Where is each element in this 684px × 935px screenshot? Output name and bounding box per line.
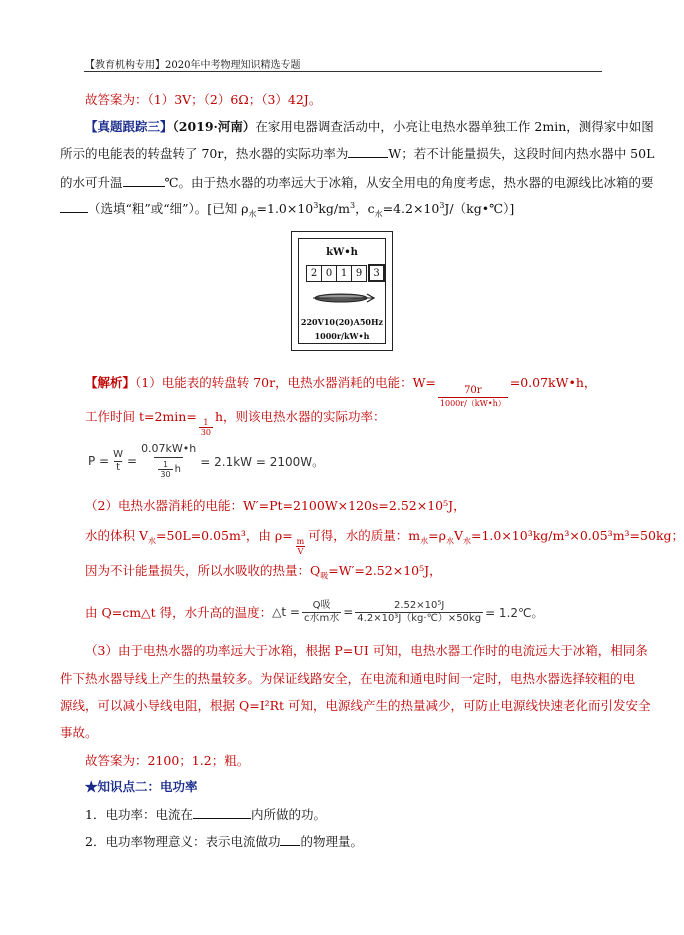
problem-line-2 [60, 144, 654, 162]
solution-text-2b: h，则该电热水器的实际功率： [215, 409, 386, 424]
subscript-water: 水 [248, 209, 257, 219]
problem-line-4 [60, 199, 514, 220]
fraction-numerator: 2.52×10⁵J [394, 599, 445, 611]
meter-digit: 2 [306, 265, 322, 282]
meter-digit: 1 [336, 265, 352, 282]
problem-text-4c: kg/m [318, 201, 350, 216]
subscript-water: 水 [374, 209, 383, 219]
meter-digits [307, 265, 384, 282]
solution-text: =W′=2.52×10⁵J， [328, 563, 442, 578]
subscript: 水 [462, 536, 471, 546]
answer-blank-temperature[interactable] [123, 174, 165, 187]
solution-text: 因为不计能量损失，所以水吸收的热量：Q [85, 563, 321, 578]
meter-spec-revolutions: 1000r/kW•h [314, 331, 370, 341]
meter-spec-rating: 220V10(20)A50Hz [300, 317, 384, 327]
fraction-denominator: c水m水 [303, 612, 340, 624]
problem-text-4b: =1.0×10 [256, 201, 314, 216]
knowledge-text: 2．电功率物理意义：表示电流做功 [85, 834, 281, 849]
superscript: 3 [313, 200, 319, 210]
fraction [199, 418, 213, 437]
page-header: 【教育机构专用】2020年中考物理知识精选专题 [85, 60, 301, 71]
knowledge-text: 内所做的功。 [250, 807, 326, 822]
fraction [139, 443, 198, 479]
formula-lhs: △t = [272, 605, 300, 619]
fraction-numerator: 1 [162, 460, 169, 469]
problem-text-3a: 的水可升温 [60, 175, 123, 190]
fraction-numerator: Q吸 [312, 599, 331, 611]
answer-blank-time[interactable] [193, 806, 251, 819]
electric-meter-diagram [291, 231, 393, 351]
formula-lhs: P = [88, 454, 110, 468]
fraction-numerator: 0.07kW•h [141, 442, 197, 455]
solution-text: =ρ [428, 528, 446, 543]
solution-line-1 [85, 373, 596, 410]
answer-blank-speed[interactable] [280, 833, 300, 846]
answer-blank-thickness[interactable] [60, 200, 88, 213]
problem-text-2a: 所示的电能表的转盘转了 70r，热水器的实际功率为 [60, 146, 349, 161]
solution-line-8: 件下热水器导线上产生的热量较多。为保证线路安全，在电流和通电时间一定时，电热水器选择较粗的电 [60, 671, 636, 686]
unit: h [174, 463, 181, 475]
fraction-denominator: 1000r/（kW•h） [439, 399, 506, 408]
fraction-denominator: V [297, 547, 304, 556]
problem-line-3 [60, 173, 654, 191]
knowledge-title: ★知识点二：电功率 [85, 779, 198, 794]
solution-text: 可得，水的质量：m [308, 528, 421, 543]
answer-blank-power[interactable] [348, 145, 388, 158]
solution-text-1a: （1）电能表的转盘转 70r，电热水器消耗的电能：W= [135, 375, 436, 390]
problem-text-1: 在家用电器调查活动中，小亮让电热水器单独工作 2min，测得家中如图 [255, 119, 654, 134]
problem-line-1 [85, 117, 654, 135]
solution-text: =50L=0.05m³，由 ρ= [156, 528, 293, 543]
meter-unit: kW•h [326, 247, 358, 258]
solution-line-9: 源线，可以减小导线电阻，根据 Q=I²Rt 可知，电源线产生的热量减少，可防止电源线快速老化而引发安全 [60, 698, 651, 713]
solution-line-3: （2）电热水器消耗的电能：W′=Pt=2100W×120s=2.52×10⁵J， [85, 498, 466, 513]
solution-text: 水的体积 V [85, 528, 149, 543]
subscript: 水 [445, 536, 454, 546]
formula-equals: = [127, 454, 138, 468]
superscript: 3 [439, 200, 445, 210]
fraction [295, 537, 307, 556]
formula-equals: = [343, 605, 354, 619]
solution-text: =1.0×10³kg/m³×0.05³m³=50kg； [470, 528, 684, 543]
fraction-denominator: 4.2×10³J（kg·℃）×50kg [357, 612, 482, 624]
problem-text-4d: ，c [355, 201, 375, 216]
problem-text-3b: ℃。由于热水器的功率远大于冰箱，从安全用电的角度考虑，热水器的电源线比冰箱的要 [164, 175, 654, 190]
meter-digit-decimal: 3 [369, 265, 384, 281]
subscript: 吸 [320, 571, 329, 581]
rotating-disc-icon [309, 291, 377, 305]
knowledge-text: 1．电功率：电流在 [85, 807, 193, 822]
previous-answer: 故答案为：（1）3V；（2）6Ω；（3）42J。 [85, 92, 322, 107]
subscript: 水 [148, 536, 157, 546]
solution-line-4 [85, 526, 684, 556]
fraction-numerator: m [296, 537, 305, 546]
solution-text: V [453, 528, 463, 543]
power-formula [88, 436, 324, 486]
problem-tag: 【真题跟踪三】 [85, 119, 173, 134]
meter-face [298, 238, 386, 344]
problem-text-4f: J/（kg•℃）] [444, 201, 515, 216]
solution-answer: 故答案为：2100；1.2；粗。 [85, 753, 250, 768]
knowledge-item-1 [85, 805, 326, 823]
solution-text-1b: =0.07kW•h， [509, 375, 597, 390]
solution-line-5 [85, 561, 442, 582]
problem-text-4a: （选填“粗”或“细”）。[已知 ρ [88, 201, 249, 216]
temperature-formula [272, 600, 543, 625]
knowledge-text: 的物理量。 [300, 834, 363, 849]
fraction [111, 449, 125, 474]
solution-text-2a: 工作时间 t=2min= [85, 409, 197, 424]
fraction [438, 385, 508, 410]
fraction [355, 600, 483, 625]
fraction [158, 460, 172, 479]
solution-text: 由 Q=cm△t 得，水升高的温度： [85, 605, 273, 620]
solution-line-10: 事故。 [60, 725, 98, 740]
solution-tag: 【解析】 [85, 375, 136, 390]
fraction-denominator: t [116, 461, 121, 473]
formula-rhs: = 2.1kW = 2100W。 [200, 454, 325, 469]
header-divider [84, 71, 602, 72]
fraction-denominator: 30 [200, 428, 211, 437]
fraction [302, 600, 341, 625]
problem-source: （2019·河南） [172, 119, 256, 134]
problem-text-4e: =4.2×10 [382, 201, 440, 216]
problem-text-2b: W；若不计能量损失，这段时间内热水器中 50L [388, 146, 655, 161]
solution-line-7: （3）由于电热水器的功率远大于冰箱，根据 P=UI 可知，电热水器工作时的电流远大于冰箱，相同条 [85, 643, 648, 658]
knowledge-item-2 [85, 832, 363, 850]
meter-digit: 0 [321, 265, 337, 282]
fraction-denominator [154, 457, 183, 479]
fraction-numerator: W [113, 448, 123, 460]
fraction-denominator: 30 [160, 470, 171, 479]
solution-line-2 [85, 407, 386, 437]
fraction-numerator: 1 [203, 418, 209, 427]
formula-rhs: = 1.2℃。 [485, 605, 544, 620]
fraction-numerator: 70r [464, 385, 482, 396]
solution-line-6 [85, 595, 544, 629]
superscript: 3 [349, 200, 356, 210]
meter-digit: 9 [351, 265, 367, 282]
subscript: 水 [420, 536, 429, 546]
